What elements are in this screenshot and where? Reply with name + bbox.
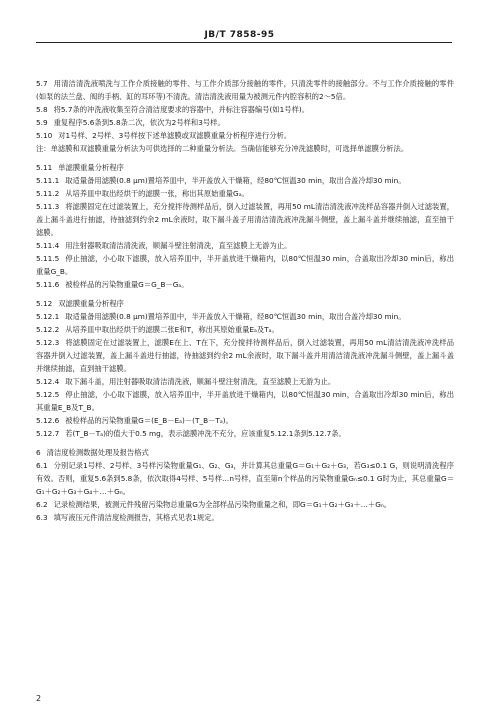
clause-text: 取适量备用滤膜(0.8 μm)置培养皿中，半开盖放入干燥箱，经80℃恒温30 min，取出合盖冷却30 min。 <box>65 311 406 321</box>
clause-number: 5.12.7 <box>36 429 60 439</box>
clause-number: 5.11.1 <box>36 175 60 185</box>
paragraph <box>36 252 454 278</box>
paragraph <box>36 116 454 129</box>
clause-text: 清洁度检测数据处理及报告格式 <box>46 447 149 457</box>
body-text <box>36 77 454 524</box>
paragraph <box>36 297 454 310</box>
clause-text: 记录检测结果，被测元件残留污染物总重量G为全部样品污染物重量之和，即G＝G₁＋G₂＋G₃＋…＋Gₙ。 <box>53 499 392 509</box>
clause-number: 5.11.5 <box>36 254 60 264</box>
clause-number: 6.1 <box>36 460 48 470</box>
clause-text: 注：单滤膜和双滤膜重量分析法为可供选择的二种重量分析法。当确信能够充分冲洗滤膜时，可选择单滤膜分析法。 <box>36 144 409 154</box>
clause-number: 5.11.2 <box>36 188 60 198</box>
clause-number: 5.11.3 <box>36 201 60 211</box>
clause-number: 5.10 <box>36 131 53 141</box>
clause-text: 用注射器吸取清洁清洗液，顺漏斗壁注射清洗，直至滤膜上无游为止。 <box>65 241 292 251</box>
clause-text: 将滤膜固定在过滤装置上，充分搅拌待测样品后，倒入过滤装置，再用50 mL清洁清洗液冲洗样品容器并倒入过滤装置，盖上漏斗盖进行抽滤，待抽滤到约余2 mL余液时，取下漏斗盖子用清洁清洗液冲洗漏斗侧壁，盖上漏斗盖并继续抽滤，直至抽干滤膜。 <box>36 201 454 238</box>
paragraph <box>36 239 454 252</box>
paragraph <box>36 388 454 414</box>
page-number: 2 <box>36 694 42 703</box>
clause-number: 5.12.4 <box>36 377 60 387</box>
clause-text: 取下漏斗盖，用注射器吸取清洁清洗液，顺漏斗壁注射清洗，直至滤膜上无游为止。 <box>65 377 336 387</box>
clause-text: 分别记录1号样、2号样、3号样污染物重量G₁、G₂、G₃，并计算其总重量G＝G₁＋G₂＋G₃，若G₃≤0.1 G，则说明清洗程序有效。否则，重复5.6条到5.8条，依次取得4号样、5号样…n号样，直至第n个样品的污染物重量Gₙ≤0.1 G时为止，其总重量G＝G₁＋G₂＋G₃＋G₄＋…＋Gₙ。 <box>36 460 454 496</box>
clause-text: 被检样品的污染物重量G＝G_B－Gₐ。 <box>65 280 189 290</box>
paragraph <box>36 427 454 440</box>
clause-text: 将5.7条的冲洗液收集至符合清洁度要求的容器中，并标注容器编号(如1号样)。 <box>53 105 310 115</box>
clause-number: 6 <box>36 447 41 457</box>
clause-text: 停止抽滤，小心取下滤膜，放入培养皿中，半开盖放进干燥箱内，以80℃恒温30 min，合盖取出冷却30 min后，称出重量G_B。 <box>36 254 454 277</box>
clause-number: 5.8 <box>36 105 48 115</box>
clause-text: 用清洁清洗液喷洗与工作介质接触的零件、与工作介质部分接触的零件，只清洗零件的接触部分。不与工作介质接触的零件(如泵的法兰盘、阀的手柄、缸的耳环等)不清洗。清洁清洗液用量为被测元件内腔容积的2～5倍。 <box>36 79 454 102</box>
paragraph <box>36 323 454 336</box>
clause-number: 5.11.6 <box>36 280 60 290</box>
clause-number: 6.3 <box>36 513 48 522</box>
paragraph <box>36 446 454 459</box>
clause-number: 5.11.4 <box>36 241 60 251</box>
paragraph <box>36 310 454 323</box>
paragraph <box>36 459 454 498</box>
clause-number: 5.12.5 <box>36 390 60 400</box>
clause-text: 被检样品的污染物重量G＝(E_B－Eₐ)－(T_B－Tₐ)。 <box>65 416 233 426</box>
clause-number: 6.2 <box>36 499 48 509</box>
paragraph <box>36 375 454 388</box>
paragraph <box>36 161 454 174</box>
header-rule <box>36 42 452 43</box>
clause-text: 取适量备用滤膜(0.8 μm)置培养皿中，半开盖放入干燥箱，经80℃恒温30 min，取出合盖冷却30 min。 <box>65 175 406 185</box>
paragraph <box>36 498 454 511</box>
clause-text: 停止抽滤，小心取下滤膜，放入培养皿中，半开盖放进干燥箱内，以80℃恒温30 min，合盖取出冷却30 min后，称出其重量E_B及T_B。 <box>36 390 454 413</box>
paragraph <box>36 414 454 427</box>
clause-number: 5.12.6 <box>36 416 60 426</box>
paragraph <box>36 511 454 524</box>
clause-number: 5.11 <box>36 162 53 172</box>
paragraph <box>36 103 454 116</box>
clause-text: 重复程序5.6条到5.8条二次，依次为2号样和3号样。 <box>53 118 225 128</box>
clause-text: 填写液压元件清洁度检测报告，其格式见表1规定。 <box>53 513 219 522</box>
paragraph <box>36 142 454 155</box>
clause-text: 对1号样、2号样、3号样按下述单滤膜或双滤膜重量分析程序进行分析。 <box>58 131 292 141</box>
page-header: JB/T 7858-95 <box>204 30 275 40</box>
clause-text: 若(T_B－Tₐ)的值大于0.5 mg，表示滤膜冲洗不充分，应该重复5.12.1条到5.12.7条。 <box>65 429 346 439</box>
clause-number: 5.12.1 <box>36 311 60 321</box>
clause-text: 从培养皿中取出经烘干的滤膜一张，称出其原始重量Gₐ。 <box>65 188 249 198</box>
clause-number: 5.12 <box>36 298 53 308</box>
clause-text: 单滤膜重量分析程序 <box>58 162 124 172</box>
paragraph <box>36 174 454 187</box>
clause-text: 双滤膜重量分析程序 <box>58 298 124 308</box>
paragraph <box>36 77 454 103</box>
paragraph <box>36 336 454 375</box>
clause-number: 5.12.3 <box>36 337 60 347</box>
paragraph <box>36 187 454 200</box>
clause-number: 5.9 <box>36 118 48 128</box>
paragraph <box>36 200 454 239</box>
paragraph <box>36 129 454 142</box>
clause-number: 5.12.2 <box>36 324 60 334</box>
clause-text: 将滤膜固定在过滤装置上，滤膜E在上、T在下，充分搅拌待测样品后，倒入过滤装置，再用50 mL清洁清洗液冲洗样品容器并倒入过滤装置，盖上漏斗盖进行抽滤，待抽滤到约余2 mL余液时，取下漏斗盖并用清洁清洗液冲洗漏斗侧壁，盖上漏斗盖并继续抽滤，直到抽干滤膜。 <box>36 337 454 373</box>
clause-number: 5.7 <box>36 79 48 88</box>
clause-text: 从培养皿中取出经烘干的滤膜二张E和T，称出其原始重量Eₐ及Tₐ。 <box>65 324 279 334</box>
paragraph <box>36 278 454 291</box>
